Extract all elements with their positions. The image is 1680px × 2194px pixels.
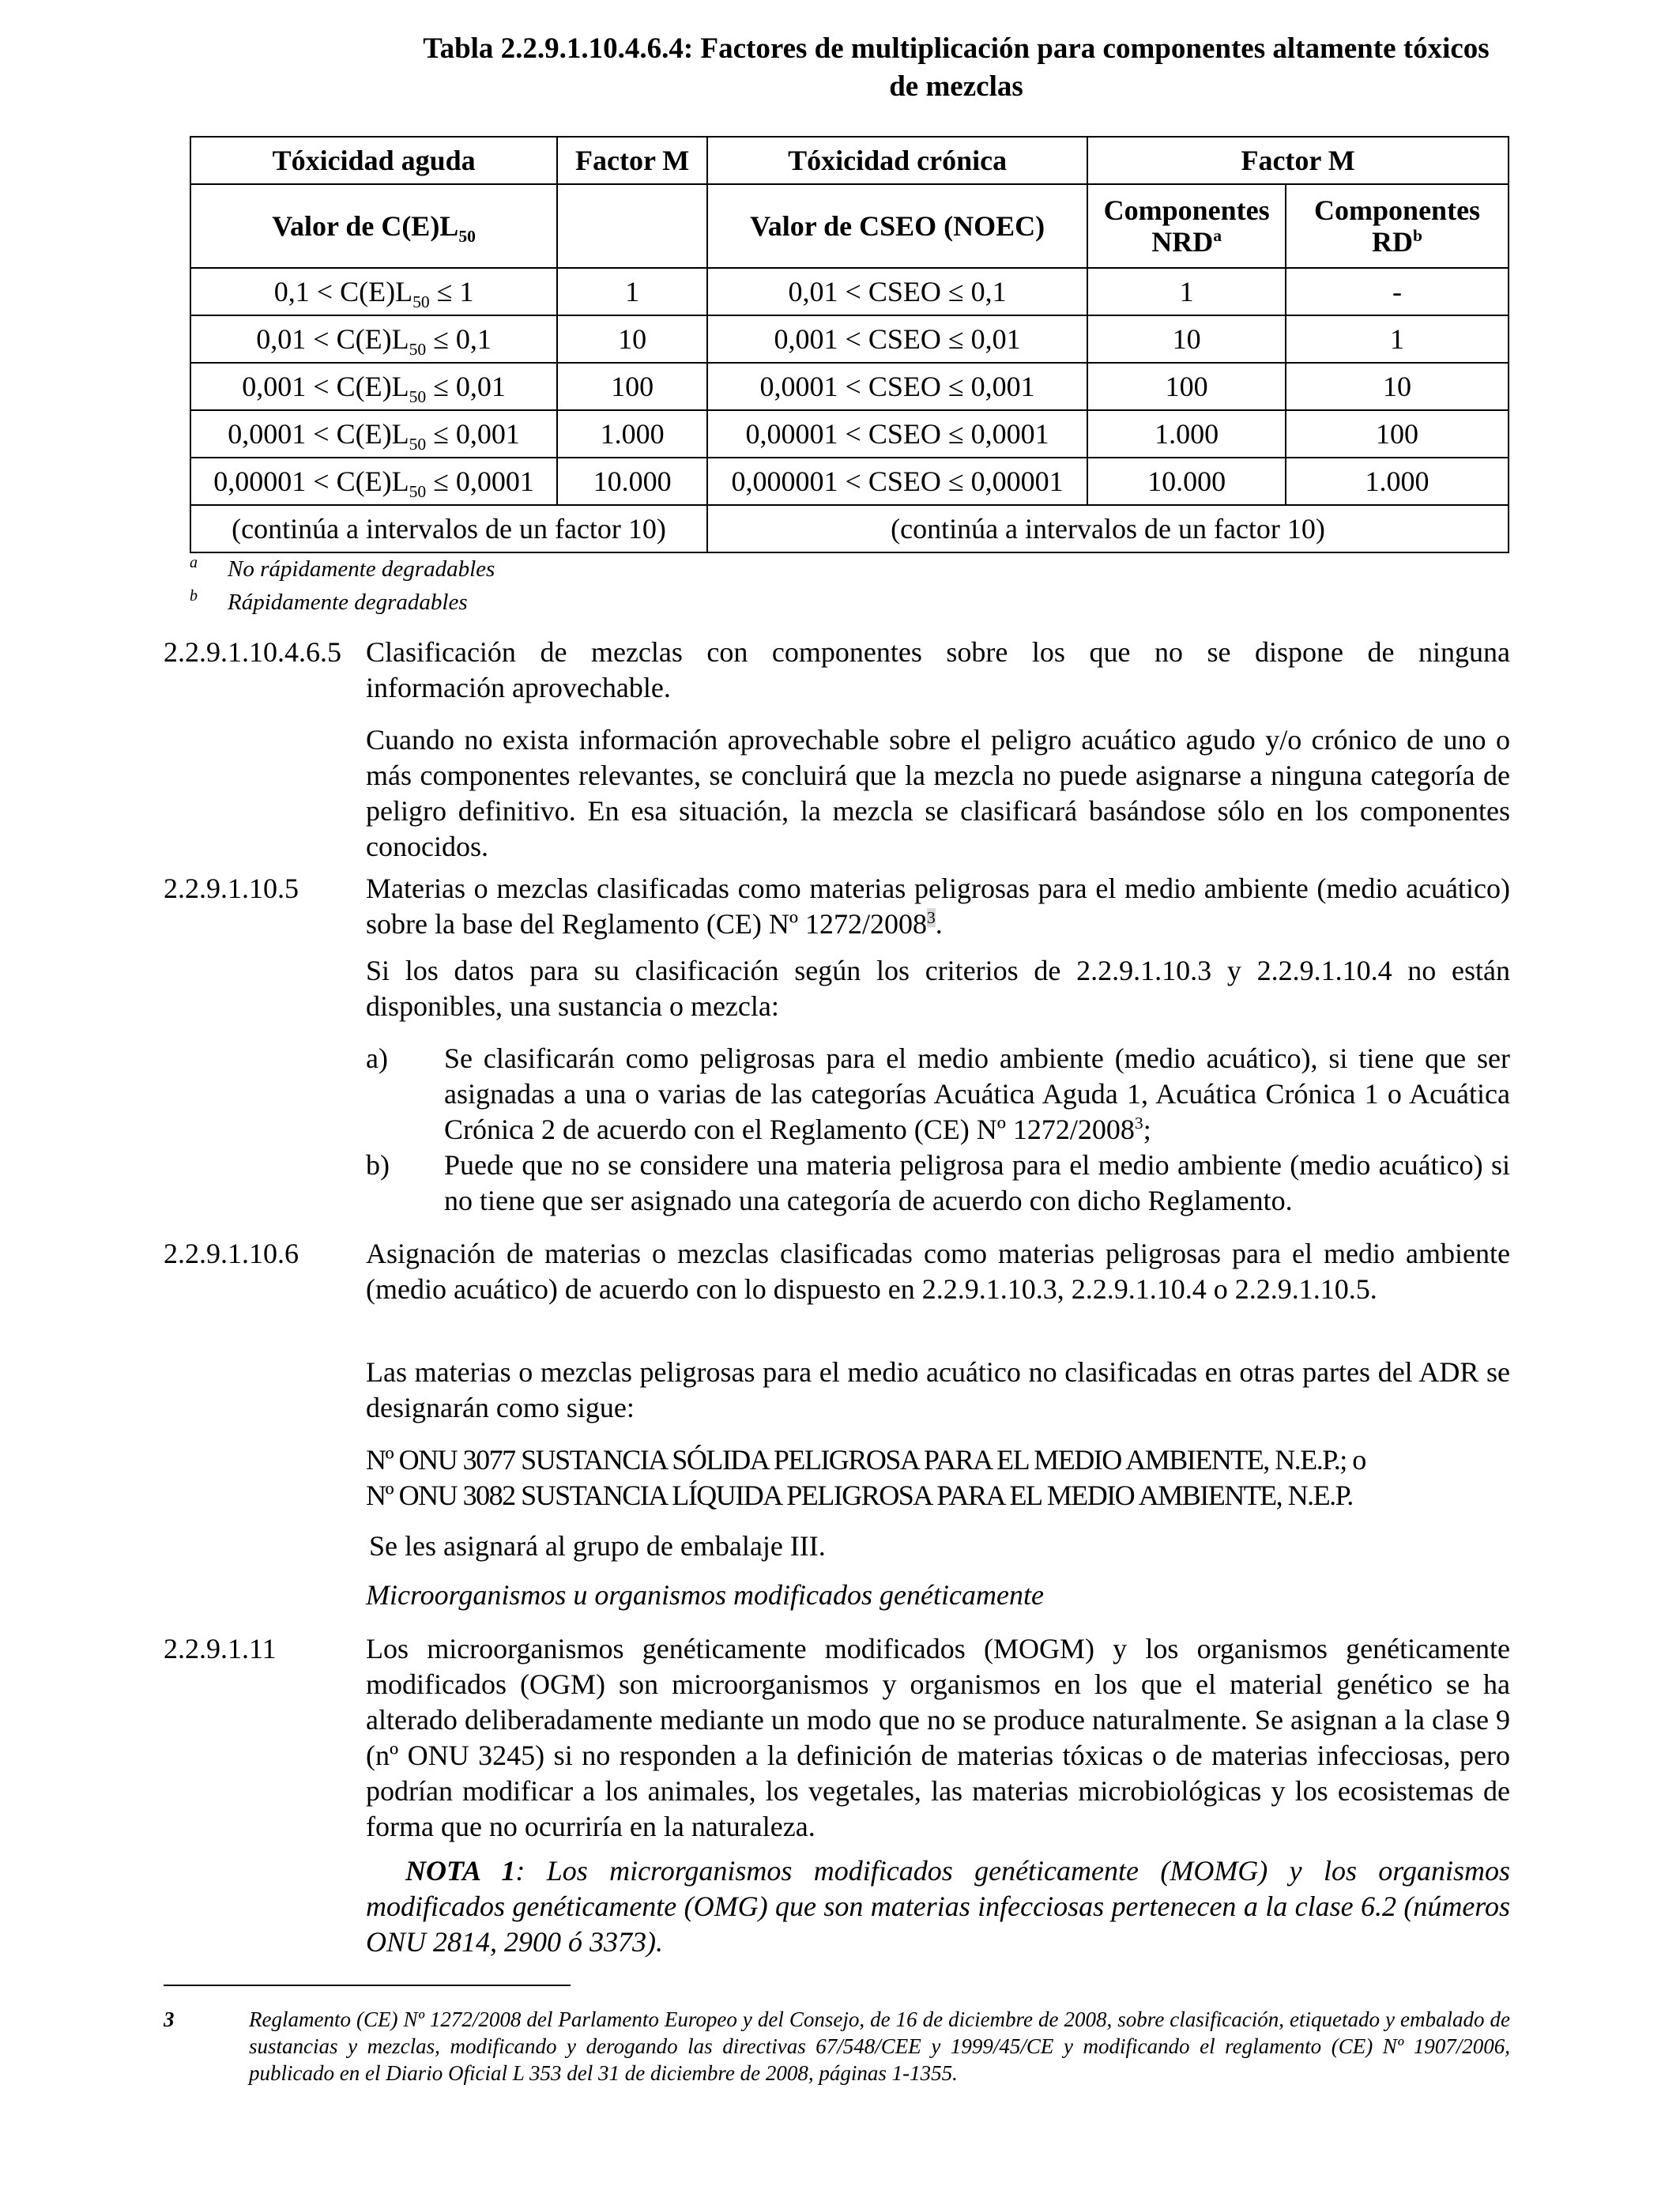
cell-acute-text: 0,0001 < C(E)L xyxy=(228,418,409,450)
header-noec-value: Valor de CSEO (NOEC) xyxy=(707,184,1087,268)
list-item-a-end: ; xyxy=(1143,1114,1151,1145)
paragraph-no-information: Cuando no exista información aprovechable sobre el peligro acuático agudo y/o crónico de uno o más componentes relevantes, se concluirá que la mezcla no puede asignarse a ninguna categoría de peligro definitivo. En esa situación, la mezcla se clasificará basándose sólo en los componentes conocidos. xyxy=(366,724,1510,862)
cell-continues-acute: (continúa a intervalos de un factor 10) xyxy=(190,505,707,552)
table-header-row-2 xyxy=(190,184,1509,268)
note-text: : Los microrganismos modificados genéticamente (MOMG) y los organismos modificados genéticamente (OMG) que son materias infecciosas pertenecen a la clase 6.2 (números ONU 2814, 2900 ó 3373). xyxy=(366,1855,1510,1958)
paragraph-gmo: Los microorganismos genéticamente modificados (MOGM) y los organismos genéticamente modificados (OGM) son microorganismos y organismos en los que el material genético se ha alterado deliberadamente mediante un modo que no se produce naturalmente. Se asignan a la clase 9 (nº ONU 3245) si no responden a la definición de materias tóxicas o de materias infecciosas, pero podrían modificar a los animales, los vegetales, las materias microbiológicas y los ecosistemas de forma que no ocurriría en la naturaleza. xyxy=(366,1633,1510,1842)
cell-chronic-range: 0,000001 < CSEO ≤ 0,00001 xyxy=(707,458,1087,505)
cell-continues-chronic: (continúa a intervalos de un factor 10) xyxy=(707,505,1509,552)
cell-chronic-range: 0,00001 < CSEO ≤ 0,0001 xyxy=(707,410,1087,458)
paragraph-designation: Las materias o mezclas peligrosas para el medio acuático no clasificadas en otras partes del ADR se designarán como sigue: xyxy=(366,1356,1510,1423)
list-item-b: Puede que no se considere una materia peligrosa para el medio ambiente (medio acuático) si no tiene que ser asignado una categoría de acuerdo con dicho Reglamento. xyxy=(444,1149,1510,1216)
table-row xyxy=(190,410,1509,458)
section-number-10-4-6-5: 2.2.9.1.10.4.6.5 xyxy=(164,636,341,668)
cell-acute-range xyxy=(190,410,557,458)
cell-acute-range xyxy=(190,458,557,505)
cell-rd: - xyxy=(1286,268,1509,315)
cell-acute-bound: ≤ 0,001 xyxy=(426,418,520,450)
cell-acute-text: 0,1 < C(E)L xyxy=(273,276,413,307)
cell-acute-bound: ≤ 0,0001 xyxy=(426,466,534,497)
cell-acute-sub: 50 xyxy=(409,435,427,454)
cell-factor-m: 100 xyxy=(557,363,707,410)
table-row xyxy=(190,268,1509,315)
cell-acute-sub: 50 xyxy=(409,387,427,407)
cell-chronic-range: 0,001 < CSEO ≤ 0,01 xyxy=(707,315,1087,363)
table-row-continues xyxy=(190,505,1509,552)
footnote-ref-3: 3 xyxy=(927,908,936,927)
list-item-a-text: Se clasificarán como peligrosas para el medio ambiente (medio acuático), si tiene que ser asignadas a una o varias de las categorías Acuática Aguda 1, Acuática Crónica 1 o Acuática Crónica 2 de acuerdo con el Reglamento (CE) Nº 1272/2008 xyxy=(444,1042,1510,1145)
heading-end: . xyxy=(935,908,943,940)
m-factor-table xyxy=(190,136,1509,553)
header-rd-sup: b xyxy=(1413,225,1423,245)
page-footnote-number: 3 xyxy=(164,2007,175,2031)
header-nrd-line1: Componentes xyxy=(1103,194,1270,226)
cell-rd: 100 xyxy=(1286,410,1509,458)
header-nrd-line2: NRD xyxy=(1151,225,1214,258)
header-lc50-value xyxy=(190,184,557,268)
footnote-a-text: No rápidamente degradables xyxy=(228,556,495,582)
footnote-b-mark: b xyxy=(190,587,198,605)
footnote-b-text: Rápidamente degradables xyxy=(228,590,468,615)
paragraph-data-unavailable: Si los datos para su clasificación según los criterios de 2.2.9.1.10.3 y 2.2.9.1.10.4 no están disponibles, una sustancia o mezcla: xyxy=(366,955,1510,1022)
heading-text: Materias o mezclas clasificadas como materias peligrosas para el medio ambiente (medio acuático) sobre la base del Reglamento (CE) Nº 1272/2008 xyxy=(366,873,1510,940)
heading-line2: información aprovechable. xyxy=(366,672,671,703)
section-heading-10-4-6-5 xyxy=(366,635,1510,706)
list-item-a xyxy=(444,1041,1510,1148)
list-label-a: a) xyxy=(366,1042,388,1074)
micro-organisms-heading: Microorganismos u organismos modificados genéticamente xyxy=(366,1579,1044,1611)
cell-nrd: 100 xyxy=(1087,363,1286,410)
header-nrd-components xyxy=(1087,184,1286,268)
section-heading-10-5 xyxy=(366,871,1510,942)
header-rd-line1: Componentes xyxy=(1314,194,1481,226)
cell-rd: 1 xyxy=(1286,315,1509,363)
header-lc50-sub: 50 xyxy=(458,227,476,247)
cell-nrd: 10 xyxy=(1087,315,1286,363)
section-number-10-6: 2.2.9.1.10.6 xyxy=(164,1238,299,1269)
header-empty-cell xyxy=(557,184,707,268)
table-title xyxy=(332,30,1580,106)
table-title-line1: Tabla 2.2.9.1.10.4.6.4: Factores de multiplicación para componentes altamente tóxicos xyxy=(423,32,1490,65)
cell-acute-sub: 50 xyxy=(409,340,427,360)
cell-factor-m: 1 xyxy=(557,268,707,315)
section-number-11: 2.2.9.1.11 xyxy=(164,1633,277,1664)
cell-acute-bound: ≤ 0,1 xyxy=(426,323,492,355)
un-3082-line: Nº ONU 3082 SUSTANCIA LÍQUIDA PELIGROSA PARA EL MEDIO AMBIENTE, N.E.P. xyxy=(366,1480,1353,1511)
note-1 xyxy=(366,1853,1510,1960)
packing-group-line: Se les asignará al grupo de embalaje III. xyxy=(369,1530,826,1562)
cell-rd: 10 xyxy=(1286,363,1509,410)
table-header-row-1 xyxy=(190,137,1509,184)
cell-nrd: 1.000 xyxy=(1087,410,1286,458)
cell-factor-m: 10 xyxy=(557,315,707,363)
header-chronic-toxicity: Tóxicidad crónica xyxy=(707,137,1087,184)
cell-rd: 1.000 xyxy=(1286,458,1509,505)
table-row xyxy=(190,315,1509,363)
cell-chronic-range: 0,0001 < CSEO ≤ 0,001 xyxy=(707,363,1087,410)
cell-nrd: 1 xyxy=(1087,268,1286,315)
list-label-b: b) xyxy=(366,1149,390,1181)
header-acute-toxicity: Tóxicidad aguda xyxy=(190,137,557,184)
heading-line1: Clasificación de mezclas con componentes sobre los que no se dispone de ninguna xyxy=(366,636,1510,668)
header-factor-m: Factor M xyxy=(557,137,707,184)
table-row xyxy=(190,458,1509,505)
cell-acute-range xyxy=(190,315,557,363)
table-title-line2: de mezclas xyxy=(889,70,1023,103)
cell-acute-text: 0,001 < C(E)L xyxy=(242,371,409,402)
footnote-ref-3: 3 xyxy=(1134,1114,1143,1133)
header-nrd-sup: a xyxy=(1213,225,1222,245)
header-rd-line2: RD xyxy=(1372,225,1414,258)
cell-acute-bound: ≤ 1 xyxy=(429,276,474,307)
cell-chronic-range: 0,01 < CSEO ≤ 0,1 xyxy=(707,268,1087,315)
cell-acute-sub: 50 xyxy=(409,482,427,502)
footnote-a-mark: a xyxy=(190,554,198,571)
cell-factor-m: 10.000 xyxy=(557,458,707,505)
table-row xyxy=(190,363,1509,410)
header-lc50-label: Valor de C(E)L xyxy=(272,210,459,242)
cell-acute-text: 0,01 < C(E)L xyxy=(256,323,409,355)
cell-acute-text: 0,00001 < C(E)L xyxy=(213,466,409,497)
note-label: NOTA 1 xyxy=(405,1855,516,1887)
section-heading-10-6: Asignación de materias o mezclas clasificadas como materias peligrosas para el medio ambiente (medio acuático) de acuerdo con lo dispuesto en 2.2.9.1.10.3, 2.2.9.1.10.4 o 2.2.9.1.10.5. xyxy=(366,1238,1510,1305)
header-factor-m-chronic: Factor M xyxy=(1087,137,1509,184)
section-number-10-5: 2.2.9.1.10.5 xyxy=(164,873,299,904)
footnote-rule xyxy=(164,1985,571,1986)
cell-factor-m: 1.000 xyxy=(557,410,707,458)
cell-nrd: 10.000 xyxy=(1087,458,1286,505)
cell-acute-range xyxy=(190,363,557,410)
page-footnote-text: Reglamento (CE) Nº 1272/2008 del Parlamento Europeo y del Consejo, de 16 de diciembre de 2008, sobre clasificación, etiquetado y embalado de sustancias y mezclas, modificando y derogando las directivas 67/548/CEE y 1999/45/CE y modificando el reglamento (CE) Nº 1907/2006, publicado en el Diario Oficial L 353 del 31 de diciembre de 2008, páginas 1-1355. xyxy=(249,2007,1510,2085)
cell-acute-sub: 50 xyxy=(412,292,430,312)
un-3077-line: Nº ONU 3077 SUSTANCIA SÓLIDA PELIGROSA PARA EL MEDIO AMBIENTE, N.E.P.; o xyxy=(366,1444,1365,1476)
cell-acute-bound: ≤ 0,01 xyxy=(426,371,506,402)
header-rd-components xyxy=(1286,184,1509,268)
cell-acute-range xyxy=(190,268,557,315)
